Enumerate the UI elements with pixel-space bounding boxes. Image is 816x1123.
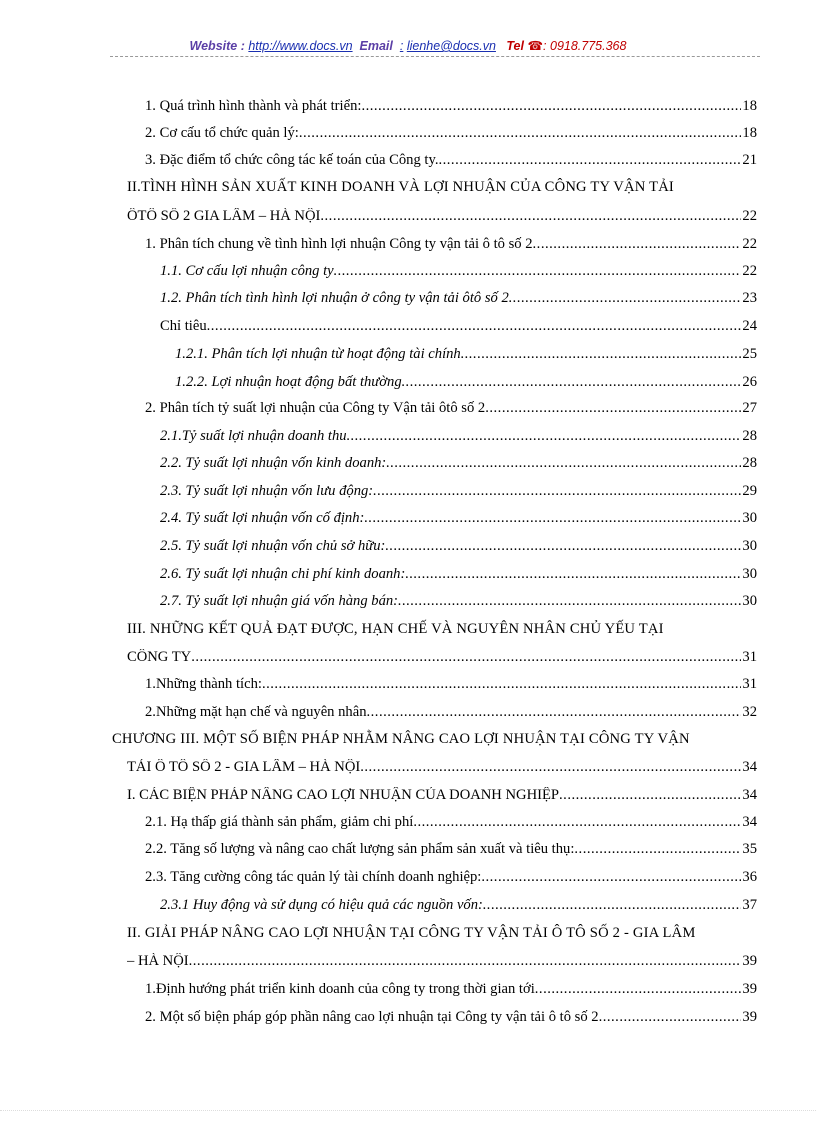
toc-leader-dots [347, 428, 742, 445]
toc-leader-dots [483, 897, 742, 914]
toc-page-number: 28 [742, 455, 757, 471]
toc-entry-title: 2. Một số biện pháp góp phần nâng cao lợi nhuận tại Công ty vận tải ô tô số 2 [145, 1009, 599, 1025]
toc-entry-title: 2.2. Tăng số lượng và nâng cao chất lượng sản phẩm sản xuất và tiêu thụ: [145, 841, 575, 857]
toc-entry[interactable] [160, 428, 757, 445]
toc-entry-title: 2. Cơ cấu tổ chức quản lý: [145, 125, 299, 141]
toc-entry-title: CÔNG TY [127, 649, 192, 665]
toc-entry[interactable] [145, 676, 757, 693]
email-label: Email [359, 39, 393, 53]
toc-heading-line: II.TÌNH HÌNH SẢN XUẤT KINH DOANH VÀ LỢI NHUẬN CỦA CÔNG TY VẬN TẢI [127, 179, 674, 195]
toc-entry[interactable] [127, 787, 757, 804]
toc-heading-line: CHƯƠNG III. MỘT SỐ BIỆN PHÁP NHẰM NÂNG CAO LỢI NHUẬN TẠI CÔNG TY VẬN [112, 731, 690, 747]
toc-page-number: 18 [742, 98, 757, 114]
toc-entry-title: Chỉ tiêu [160, 318, 207, 334]
toc-leader-dots [461, 346, 742, 363]
toc-entry[interactable] [160, 566, 757, 583]
toc-leader-dots [413, 814, 741, 831]
toc-leader-dots [485, 400, 741, 417]
website-label: Website : [189, 39, 245, 53]
toc-page-number: 31 [742, 676, 757, 692]
toc-leader-dots [360, 759, 741, 776]
toc-entry-title: 1.Định hướng phát triển kinh doanh của công ty trong thời gian tới [145, 981, 535, 997]
toc-page-number: 30 [742, 566, 757, 582]
toc-entry[interactable] [127, 953, 757, 970]
toc-page-number: 27 [742, 400, 757, 416]
toc-page-number: 34 [742, 759, 757, 775]
toc-entry[interactable] [160, 483, 757, 500]
toc-entry-title: 2. Phân tích tỷ suất lợi nhuận của Công ty Vận tải ôtô số 2 [145, 400, 486, 416]
toc-page-number: 34 [742, 787, 757, 803]
toc-page-number: 39 [742, 1009, 757, 1025]
toc-entry[interactable] [145, 98, 757, 115]
tel-number: : 0918.775.368 [543, 39, 627, 53]
toc-entry-title: 2.Những mặt hạn chế và nguyên nhân [145, 704, 367, 720]
toc-entry[interactable] [160, 593, 757, 610]
toc-leader-dots [574, 841, 741, 858]
toc-leader-dots [189, 953, 742, 970]
toc-entry-title: 2.6. Tỷ suất lợi nhuận chi phí kinh doanh: [160, 566, 406, 582]
toc-leader-dots [299, 125, 742, 142]
toc-page-number: 36 [742, 869, 757, 885]
toc-page-number: 26 [742, 374, 757, 390]
toc-page-number: 34 [742, 814, 757, 830]
toc-entry-title: ÔTÔ SỐ 2 GIA LÂM – HÀ NỘI [127, 208, 321, 224]
toc-entry-title: 2.3. Tăng cường công tác quản lý tài chính doanh nghiệp: [145, 869, 482, 885]
toc-entry[interactable] [160, 318, 757, 335]
toc-leader-dots [405, 566, 741, 583]
toc-heading-line: II. GIẢI PHÁP NÂNG CAO LỢI NHUẬN TẠI CÔNG TY VẬN TẢI Ô TÔ SỐ 2 - GIA LÂM [127, 925, 696, 941]
toc-entry-title: TẢI Ô TÔ SỐ 2 - GIA LÂM – HÀ NỘI [127, 759, 361, 775]
toc-entry-title: 3. Đặc điểm tổ chức công tác kế toán của Công ty. [145, 152, 439, 168]
toc-leader-dots [367, 704, 742, 721]
toc-leader-dots [438, 152, 741, 169]
toc-page-number: 37 [742, 897, 757, 913]
phone-icon: ☎ [527, 39, 544, 53]
toc-page-number: 31 [742, 649, 757, 665]
toc-page-number: 22 [742, 263, 757, 279]
toc-leader-dots [509, 290, 742, 307]
toc-entry[interactable] [127, 208, 757, 225]
toc-leader-dots [191, 649, 741, 666]
toc-entry-title: 1.2.2. Lợi nhuận hoạt động bất thường [175, 374, 402, 390]
toc-leader-dots [334, 263, 742, 280]
toc-page-number: 30 [742, 510, 757, 526]
tel-label: Tel [506, 39, 524, 53]
toc-entry[interactable] [127, 649, 757, 666]
toc-leader-dots [361, 98, 741, 115]
toc-leader-dots [386, 455, 741, 472]
toc-entry[interactable] [160, 290, 757, 307]
toc-entry[interactable] [175, 346, 757, 363]
toc-entry-title: 2.4. Tỷ suất lợi nhuận vốn cố định: [160, 510, 365, 526]
toc-entry-title: 1. Phân tích chung về tình hình lợi nhuận Công ty vận tải ô tô số 2 [145, 236, 533, 252]
toc-page-number: 30 [742, 538, 757, 554]
toc-page-number: 32 [742, 704, 757, 720]
toc-entry[interactable] [145, 1009, 757, 1026]
toc-entry-title: 2.1.Tỷ suất lợi nhuận doanh thu [160, 428, 347, 444]
toc-page-number: 18 [742, 125, 757, 141]
toc-entry-title: 1.1. Cơ cấu lợi nhuận công ty [160, 263, 334, 279]
toc-page-number: 39 [742, 953, 757, 969]
toc-entry-title: 1.2.1. Phân tích lợi nhuận từ hoạt động tài chính [175, 346, 461, 362]
toc-leader-dots [402, 374, 742, 391]
toc-page-number: 28 [742, 428, 757, 444]
toc-entry[interactable] [160, 510, 757, 527]
toc-entry[interactable] [145, 236, 757, 253]
toc-page-number: 24 [742, 318, 757, 334]
website-link[interactable]: http://www.docs.vn [248, 39, 353, 53]
toc-entry-title: 2.1. Hạ thấp giá thành sản phẩm, giảm chi phí [145, 814, 414, 830]
page-header [0, 38, 816, 53]
toc-entry-title: – HÀ NỘI [127, 953, 189, 969]
toc-entry-title: 2.7. Tỷ suất lợi nhuận giá vốn hàng bán: [160, 593, 399, 609]
toc-leader-dots [559, 787, 741, 804]
toc-entry[interactable] [145, 841, 757, 858]
toc-leader-dots [320, 208, 741, 225]
toc-entry-title: 1.2. Phân tích tình hình lợi nhuận ở công ty vận tải ôtô số 2 [160, 290, 509, 306]
toc-entry-title: 2.5. Tỷ suất lợi nhuận vốn chủ sở hữu: [160, 538, 386, 554]
toc-page-number: 39 [742, 981, 757, 997]
toc-page-number: 29 [742, 483, 757, 499]
toc-entry[interactable] [145, 400, 757, 417]
toc-page-number: 21 [742, 152, 757, 168]
toc-entry-title: 1.Những thành tích: [145, 676, 262, 692]
toc-leader-dots [398, 593, 741, 610]
toc-page-number: 23 [742, 290, 757, 306]
toc-entry-title: 1. Quá trình hình thành và phát triển: [145, 98, 362, 114]
toc-entry[interactable] [145, 869, 757, 886]
toc-heading-line: III. NHỮNG KẾT QUẢ ĐẠT ĐƯỢC, HẠN CHẾ VÀ NGUYÊN NHÂN CHỦ YẾU TẠI [127, 621, 664, 637]
toc-leader-dots [364, 510, 741, 527]
toc-leader-dots [373, 483, 741, 500]
toc-leader-dots [481, 869, 741, 886]
toc-entry-title: 2.3.1 Huy động và sử dụng có hiệu quả các nguồn vốn: [160, 897, 483, 913]
toc-leader-dots [535, 981, 742, 998]
toc-entry[interactable] [160, 263, 757, 280]
toc-page-number: 22 [742, 236, 757, 252]
toc-entry[interactable] [145, 814, 757, 831]
toc-leader-dots [385, 538, 741, 555]
toc-entry[interactable] [160, 455, 757, 472]
toc-entry[interactable] [145, 125, 757, 142]
toc-leader-dots [533, 236, 742, 253]
header-rule [110, 56, 760, 57]
toc-page-number: 25 [742, 346, 757, 362]
toc-leader-dots [262, 676, 741, 693]
toc-leader-dots [599, 1009, 742, 1026]
toc-entry[interactable] [145, 981, 757, 998]
toc-leader-dots [207, 318, 742, 335]
toc-entry[interactable] [127, 759, 757, 776]
toc-entry[interactable] [175, 374, 757, 391]
toc-page-number: 30 [742, 593, 757, 609]
toc-entry-title: 2.2. Tỷ suất lợi nhuận vốn kinh doanh: [160, 455, 387, 471]
toc-entry[interactable] [160, 897, 757, 914]
toc-entry[interactable] [145, 704, 757, 721]
toc-page-number: 35 [742, 841, 757, 857]
toc-entry[interactable] [160, 538, 757, 555]
email-separator: : [399, 39, 404, 53]
toc-entry-title: 2.3. Tỷ suất lợi nhuận vốn lưu động: [160, 483, 374, 499]
page-bottom-edge [0, 1110, 816, 1111]
email-link[interactable]: lienhe@docs.vn [406, 39, 496, 53]
toc-entry-title: I. CÁC BIỆN PHÁP NÂNG CAO LỢI NHUẬN CỦA DOANH NGHIỆP [127, 787, 560, 803]
toc-entry[interactable] [145, 152, 757, 169]
toc-page-number: 22 [742, 208, 757, 224]
